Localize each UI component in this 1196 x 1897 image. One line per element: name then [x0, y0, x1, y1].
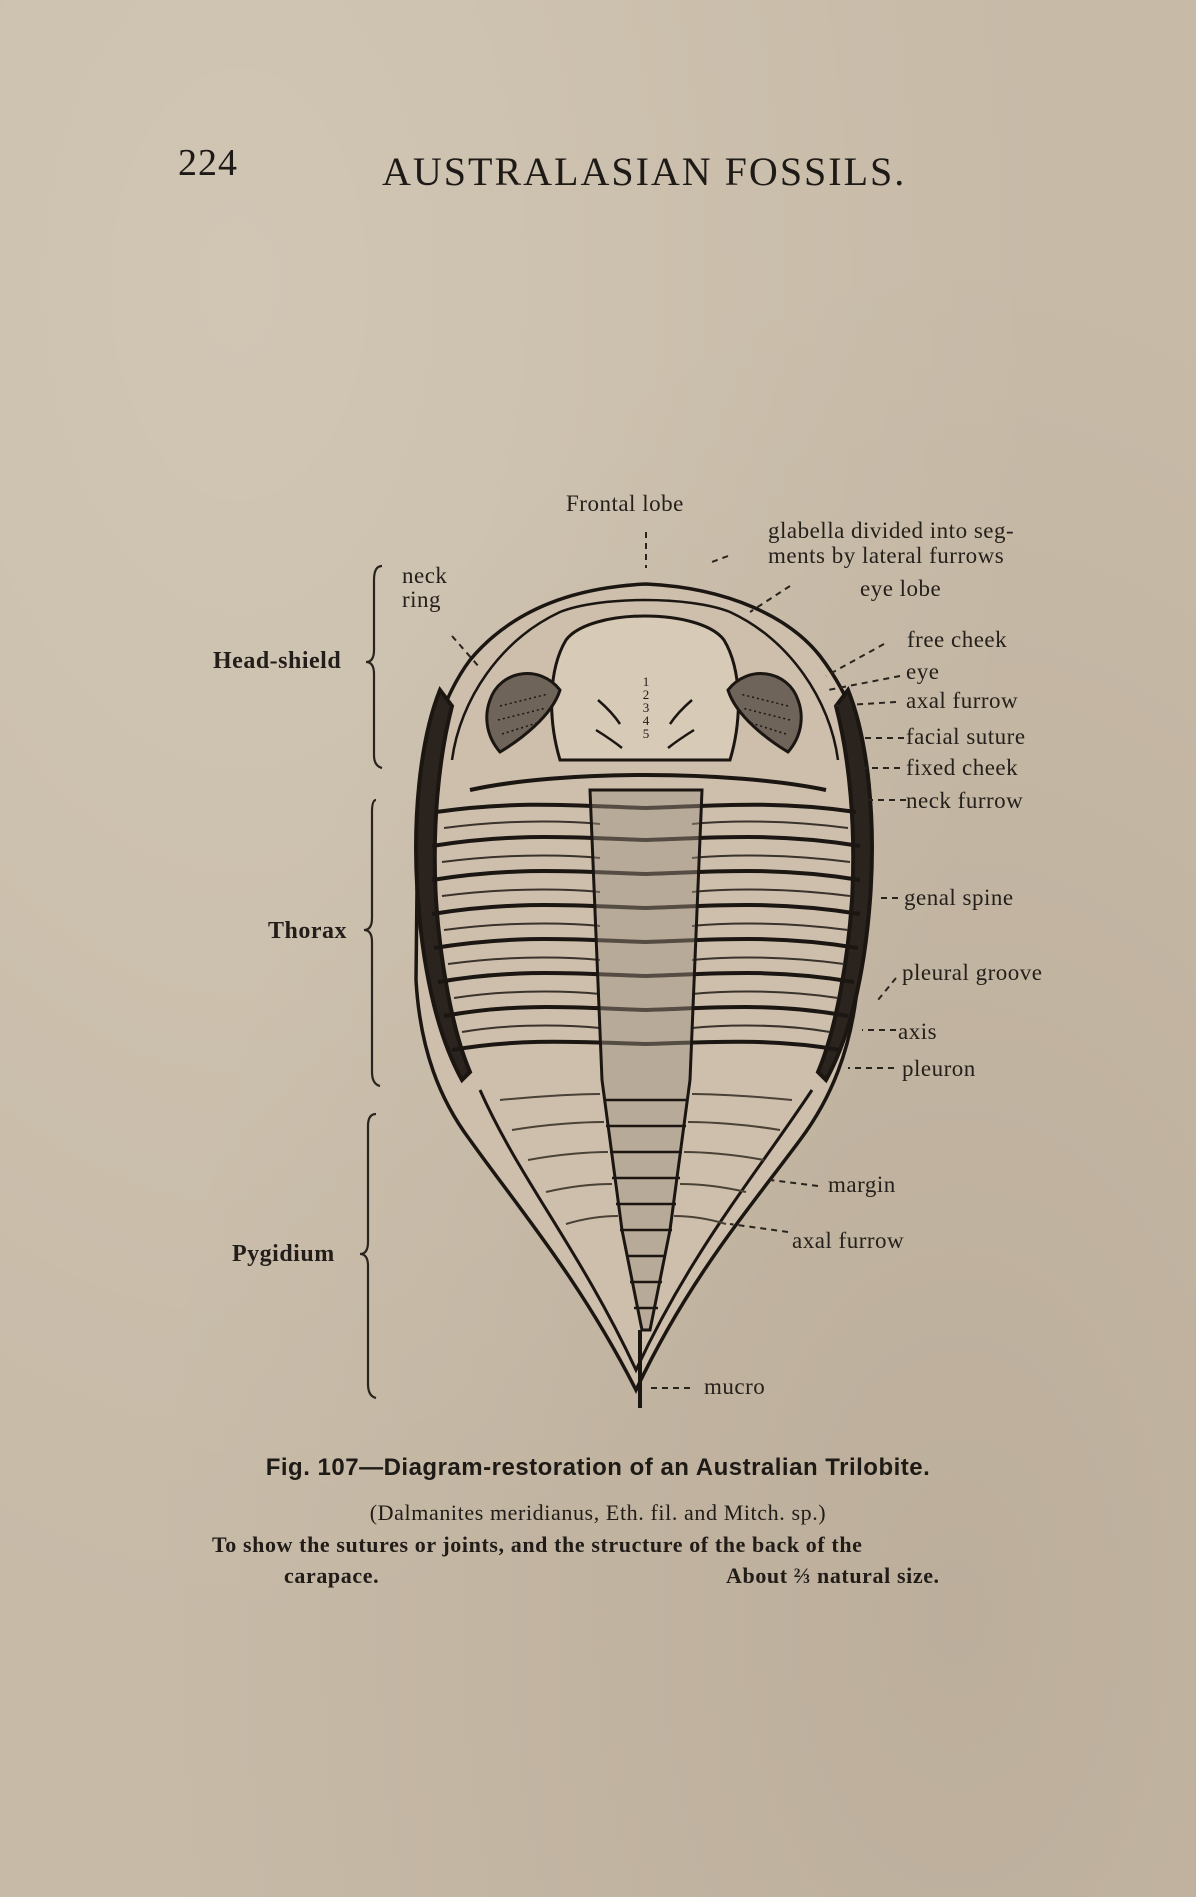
region-pygidium: Pygidium: [232, 1241, 335, 1267]
label-glabella-2: ments by lateral furrows: [768, 543, 1005, 568]
segment-number: 5: [642, 726, 650, 741]
region-head-shield: Head-shield: [213, 648, 342, 674]
running-head: AUSTRALASIAN FOSSILS.: [382, 149, 907, 194]
label-neck-ring-1: neck: [402, 563, 448, 588]
label-pleural-groove: pleural groove: [902, 960, 1043, 985]
region-brackets: [360, 566, 382, 1398]
label-facial-suture: facial suture: [906, 724, 1026, 749]
label-glabella-1: glabella divided into seg-: [768, 518, 1015, 543]
head-shield-bracket: [366, 566, 382, 768]
label-pleuron: pleuron: [902, 1056, 976, 1081]
label-eye-lobe: eye lobe: [860, 576, 942, 601]
label-eye: eye: [906, 659, 940, 684]
label-axis: axis: [898, 1019, 938, 1044]
segment-number: 4: [642, 713, 650, 728]
figure-caption-size-note: About ⅔ natural size.: [726, 1563, 940, 1588]
figure-caption-title: Fig. 107—Diagram-restoration of an Australian Trilobite.: [265, 1454, 931, 1481]
label-genal-spine: genal spine: [904, 885, 1014, 910]
label-margin: margin: [828, 1172, 896, 1197]
label-mucro: mucro: [704, 1374, 766, 1399]
figure-caption-species: (Dalmanites meridianus, Eth. fil. and Mitch. sp.): [369, 1500, 827, 1525]
segment-number: 3: [642, 700, 650, 715]
figure-caption-body: To show the sutures or joints, and the structure of the back of the: [212, 1532, 863, 1557]
label-axal-furrow-pygidium: axal furrow: [792, 1228, 905, 1253]
page-number: 224: [178, 142, 238, 184]
segment-number: 1: [642, 674, 650, 689]
region-thorax: Thorax: [268, 918, 348, 944]
segment-number: 2: [642, 687, 650, 702]
label-axal-furrow-head: axal furrow: [906, 688, 1019, 713]
glabella-segment-numbers: [640, 675, 652, 740]
thorax-bracket: [364, 800, 380, 1086]
figure-caption-body-end: carapace.: [284, 1563, 380, 1588]
label-free-cheek: free cheek: [907, 627, 1008, 652]
label-neck-ring-2: ring: [402, 587, 442, 612]
pygidium-bracket: [360, 1114, 376, 1398]
label-neck-furrow: neck furrow: [906, 788, 1024, 813]
label-fixed-cheek: fixed cheek: [906, 755, 1019, 780]
label-frontal-lobe: Frontal lobe: [566, 491, 684, 516]
